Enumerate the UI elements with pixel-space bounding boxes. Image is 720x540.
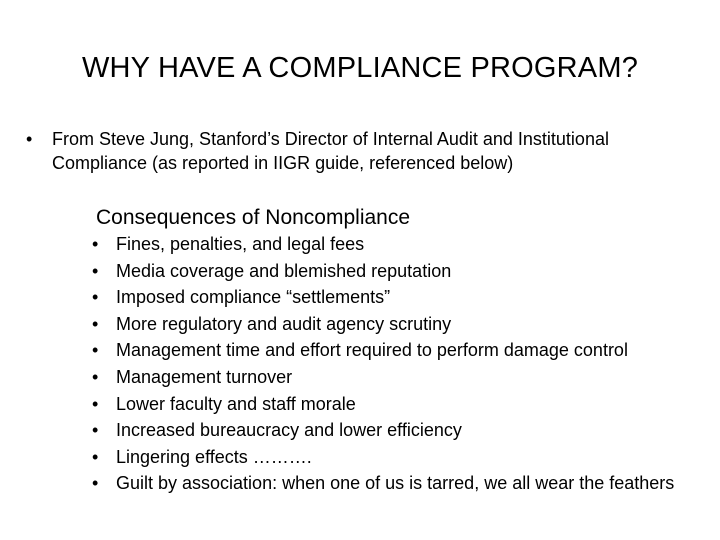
list-item-text: Management time and effort required to perform damage control [116, 340, 628, 361]
bullet-marker: • [92, 446, 99, 467]
bullet-marker: • [26, 129, 33, 149]
intro-text: From Steve Jung, Stanford’s Director of Internal Audit and Institutional Compliance (as reported in IIGR guide, referenced below) [52, 129, 609, 173]
bullet-marker: • [92, 393, 99, 414]
bullet-marker: • [92, 313, 99, 334]
consequences-list [92, 234, 702, 500]
bullet-marker: • [92, 260, 99, 281]
bullet-marker: • [92, 234, 99, 254]
list-item [92, 234, 702, 255]
list-item [92, 447, 702, 468]
bullet-marker: • [92, 287, 99, 308]
list-item-text: Guilt by association: when one of us is tarred, we all wear the feathers [116, 473, 675, 494]
list-item [92, 261, 702, 282]
list-item [92, 367, 702, 388]
list-item [92, 287, 702, 308]
list-item-text: More regulatory and audit agency scrutiny [116, 313, 452, 334]
bullet-marker: • [92, 366, 99, 387]
list-item [92, 340, 702, 361]
subheading: Consequences of Noncompliance [96, 206, 411, 229]
list-item [92, 420, 702, 441]
list-item-text: Lingering effects ………. [116, 446, 312, 467]
list-item-text: Lower faculty and staff morale [116, 393, 356, 414]
list-item-text: Imposed compliance “settlements” [116, 287, 391, 308]
list-item [92, 394, 702, 415]
bullet-marker: • [92, 340, 99, 361]
list-item [92, 314, 702, 335]
list-item-text: Increased bureaucracy and lower efficiency [116, 420, 462, 441]
bullet-marker: • [92, 420, 99, 441]
intro-bullet-item [26, 127, 706, 175]
bullet-marker: • [92, 473, 99, 494]
list-item [92, 473, 702, 494]
list-item-text: Management turnover [116, 366, 293, 387]
list-item-text: Fines, penalties, and legal fees [116, 234, 365, 254]
slide-title: WHY HAVE A COMPLIANCE PROGRAM? [81, 52, 639, 84]
list-item-text: Media coverage and blemished reputation [116, 260, 452, 281]
